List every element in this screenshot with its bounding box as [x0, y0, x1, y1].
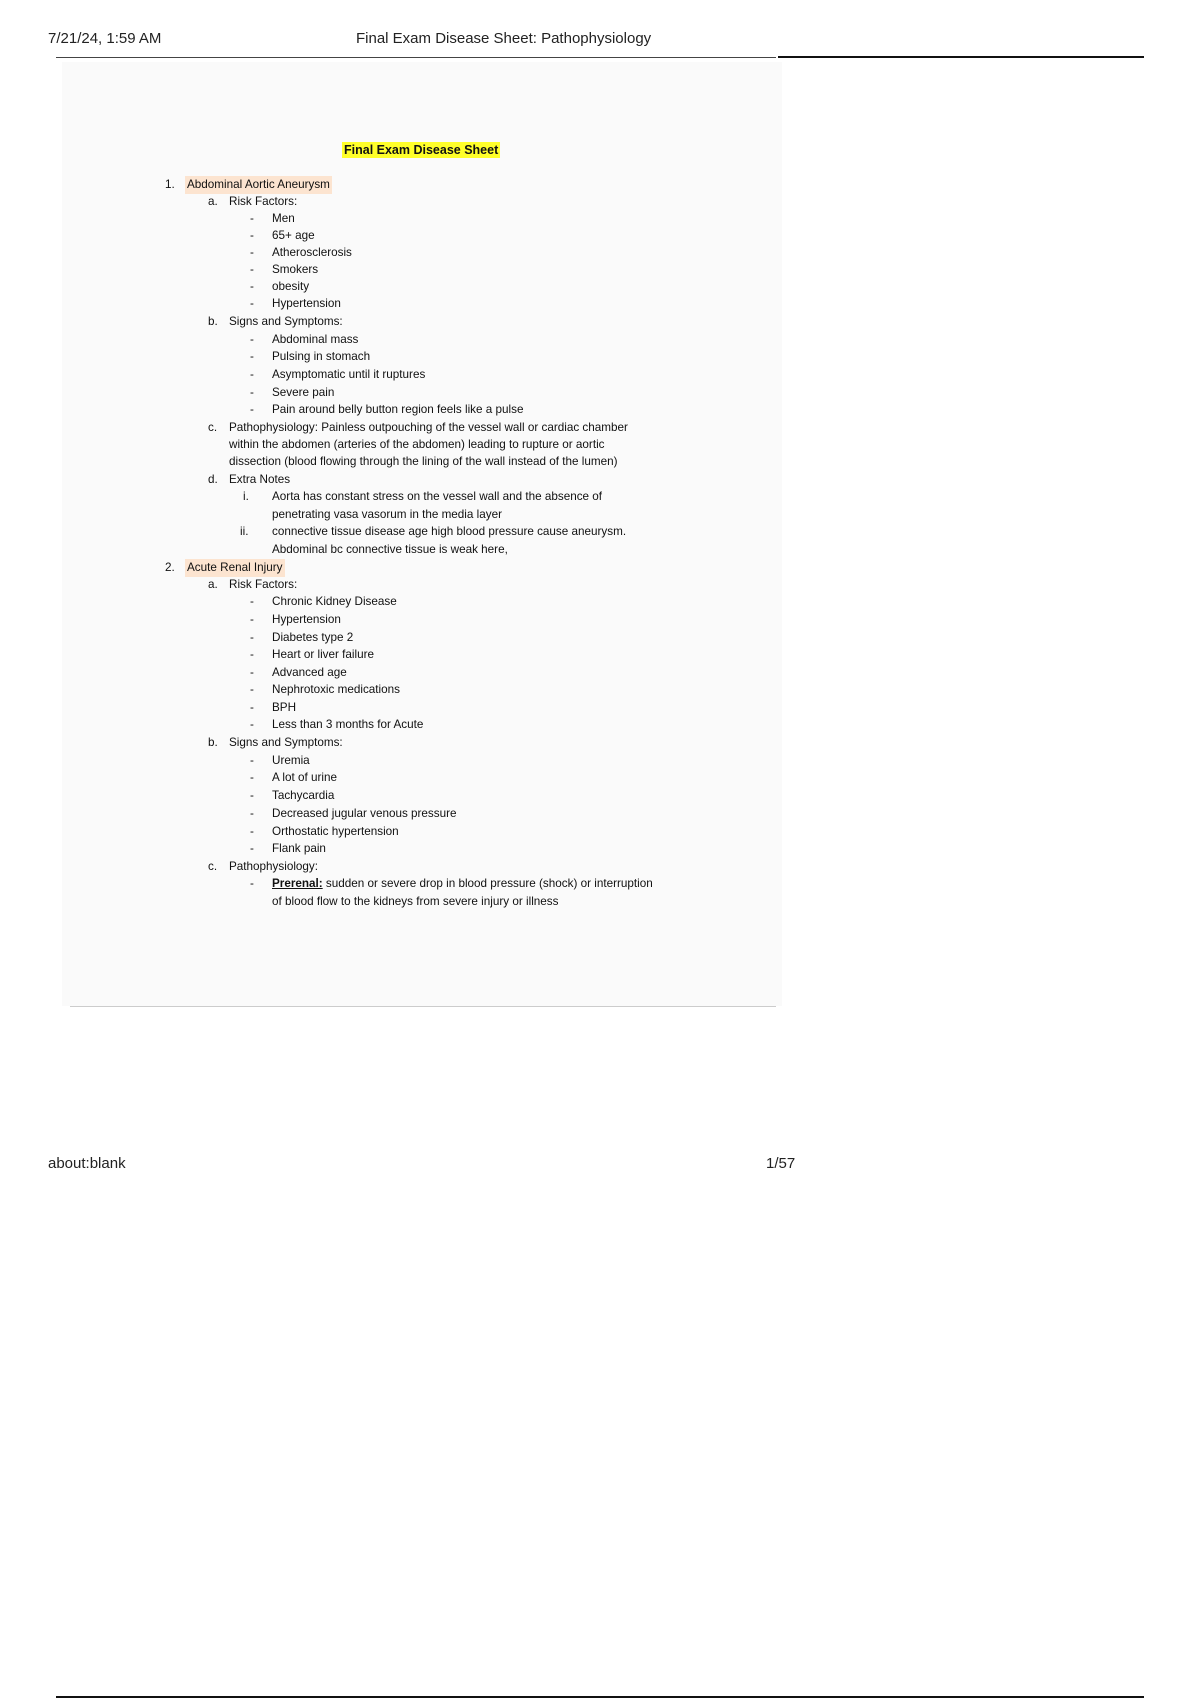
list-item-text: Hypertension: [272, 297, 341, 310]
bullet-dash: -: [250, 386, 254, 399]
bullet-dash: -: [250, 825, 254, 838]
document-title: Final Exam Disease Sheet: [344, 143, 499, 157]
bullet-dash: -: [250, 229, 254, 242]
bullet-dash: -: [250, 701, 254, 714]
header-divider-right: [778, 56, 1144, 58]
note-text: connective tissue disease age high blood pressure cause aneurysm.: [272, 525, 627, 538]
bullet-dash: -: [250, 263, 254, 276]
list-item-text: Chronic Kidney Disease: [272, 595, 397, 608]
bullet-dash: -: [250, 368, 254, 381]
list-marker: a.: [208, 578, 218, 591]
list-item-text: Severe pain: [272, 386, 335, 399]
bullet-dash: -: [250, 246, 254, 259]
list-item-text: Smokers: [272, 263, 319, 276]
list-item-text: Orthostatic hypertension: [272, 825, 399, 838]
footer-divider: [56, 1696, 1144, 1698]
bullet-dash: -: [250, 771, 254, 784]
subsection-label: Risk Factors:: [229, 195, 298, 208]
bullet-dash: -: [250, 595, 254, 608]
list-item-text: Diabetes type 2: [272, 631, 354, 644]
bullet-dash: -: [250, 212, 254, 225]
bullet-dash: -: [250, 350, 254, 363]
bullet-dash: -: [250, 333, 254, 346]
bullet-dash: -: [250, 666, 254, 679]
page-number: 1/57: [766, 1155, 796, 1172]
bullet-dash: -: [250, 789, 254, 802]
list-item-text: BPH: [272, 701, 297, 714]
list-item-text: Nephrotoxic medications: [272, 683, 400, 696]
bullet-dash: -: [250, 842, 254, 855]
term-prerenal: Prerenal:: [272, 877, 323, 890]
bullet-dash: -: [250, 754, 254, 767]
list-item-text: Hypertension: [272, 613, 341, 626]
list-item-text: Flank pain: [272, 842, 326, 855]
bullet-dash: -: [250, 631, 254, 644]
list-item-text: 65+ age: [272, 229, 315, 242]
note-text: penetrating vasa vasorum in the media layer: [272, 508, 502, 521]
subsection-label: Signs and Symptoms:: [229, 315, 343, 328]
header-divider: [56, 57, 776, 58]
subsection-label: Risk Factors:: [229, 578, 298, 591]
bullet-dash: -: [250, 403, 254, 416]
paragraph-line: dissection (blood flowing through the lining of the wall instead of the lumen): [229, 455, 618, 468]
bullet-dash: -: [250, 718, 254, 731]
list-item-text: Heart or liver failure: [272, 648, 374, 661]
roman-marker: i.: [243, 490, 249, 503]
list-marker: d.: [208, 473, 218, 486]
roman-marker: ii.: [240, 525, 249, 538]
bullet-dash: -: [250, 613, 254, 626]
bullet-dash: -: [250, 683, 254, 696]
list-item-text: Atherosclerosis: [272, 246, 352, 259]
list-item-text: A lot of urine: [272, 771, 337, 784]
list-marker: c.: [208, 421, 218, 434]
bullet-dash: -: [250, 877, 254, 890]
list-marker: b.: [208, 736, 218, 749]
note-text: Abdominal bc connective tissue is weak here,: [272, 543, 508, 556]
list-item-text: Pulsing in stomach: [272, 350, 371, 363]
subsection-label: Pathophysiology:: [229, 860, 319, 873]
term-definition: of blood flow to the kidneys from severe injury or illness: [272, 895, 559, 908]
paragraph-line: within the abdomen (arteries of the abdomen) leading to rupture or aortic: [229, 438, 605, 451]
page-bottom-divider: [70, 1006, 776, 1007]
section-title: Abdominal Aortic Aneurysm: [185, 176, 332, 194]
list-item-text: Men: [272, 212, 295, 225]
list-item-text: obesity: [272, 280, 310, 293]
list-item-text: [272, 875, 653, 893]
list-item-text: Less than 3 months for Acute: [272, 718, 424, 731]
list-item-text: Abdominal mass: [272, 333, 359, 346]
list-item-text: Decreased jugular venous pressure: [272, 807, 457, 820]
bullet-dash: -: [250, 807, 254, 820]
section-number: 2.: [165, 561, 175, 574]
list-item-text: Asymptomatic until it ruptures: [272, 368, 426, 381]
note-text: Aorta has constant stress on the vessel wall and the absence of: [272, 490, 603, 503]
list-item-text: Advanced age: [272, 666, 347, 679]
bullet-dash: -: [250, 280, 254, 293]
bullet-dash: -: [250, 648, 254, 661]
print-header-title: Final Exam Disease Sheet: Pathophysiology: [356, 30, 652, 47]
list-item-text: Tachycardia: [272, 789, 335, 802]
bullet-dash: -: [250, 297, 254, 310]
paragraph-line: Pathophysiology: Painless outpouching of the vessel wall or cardiac chamber: [229, 421, 628, 434]
list-marker: c.: [208, 860, 218, 873]
print-footer-url: about:blank: [48, 1155, 126, 1172]
section-number: 1.: [165, 178, 175, 191]
term-definition: sudden or severe drop in blood pressure (shock) or interruption: [325, 877, 653, 890]
list-item-text: Pain around belly button region feels like a pulse: [272, 403, 524, 416]
list-marker: b.: [208, 315, 218, 328]
print-datetime: 7/21/24, 1:59 AM: [48, 30, 162, 47]
section-title: Acute Renal Injury: [185, 559, 285, 577]
subsection-label: Extra Notes: [229, 473, 291, 486]
subsection-label: Signs and Symptoms:: [229, 736, 343, 749]
list-marker: a.: [208, 195, 218, 208]
list-item-text: Uremia: [272, 754, 310, 767]
